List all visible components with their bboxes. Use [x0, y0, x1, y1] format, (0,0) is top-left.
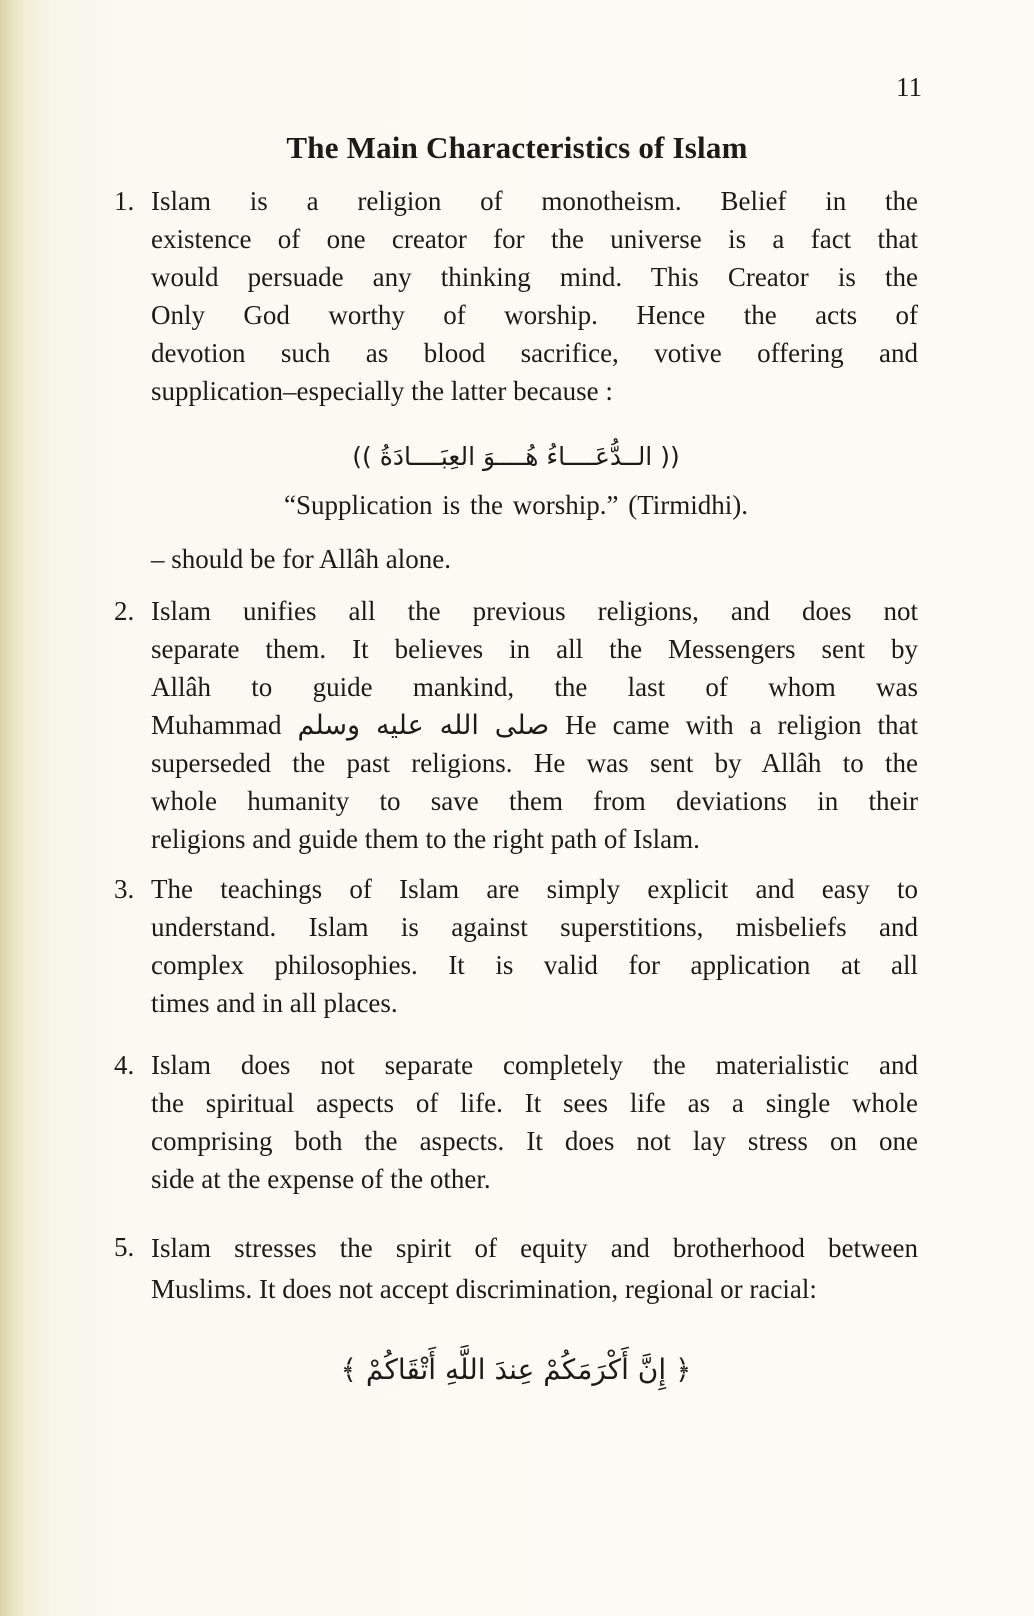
- quran-verse-arabic: ﴿ إِنَّ أَكْرَمَكُمْ عِندَ اللَّهِ أَتْقَاكُمْ ﴾: [340, 1353, 692, 1386]
- text-line: times and in all places.: [151, 988, 398, 1018]
- list-item-4: [114, 1046, 918, 1198]
- text-line: Islam does not separate completely the materialistic and: [151, 1050, 918, 1080]
- item-2-number: 2.: [114, 596, 135, 626]
- hadith-arabic-text: (( الــدُّعَــــاءُ هُــــوَ العِبَــــادَةُ )): [352, 442, 680, 471]
- page-content: [114, 182, 918, 1394]
- text-line: supplication–especially the latter because :: [151, 376, 613, 406]
- text-line: Allâh to guide mankind, the last of whom was: [151, 672, 918, 702]
- item-4-number: 4.: [114, 1050, 135, 1080]
- text-line: devotion such as blood sacrifice, votive offering and: [151, 338, 918, 368]
- item-4-text: [151, 1046, 918, 1198]
- text-line: Islam unifies all the previous religions, and does not: [151, 596, 918, 626]
- text-line: existence of one creator for the universe is a fact that: [151, 224, 918, 254]
- list-item-1: [114, 182, 918, 410]
- text-line: Muslims. It does not accept discrimination, regional or racial:: [151, 1274, 817, 1304]
- page-title: The Main Characteristics of Islam: [286, 130, 748, 165]
- text-line: whole humanity to save them from deviations in their: [151, 786, 918, 816]
- item-5-number: 5.: [114, 1232, 135, 1262]
- text-line: Muhammad صلى الله عليه وسلم He came with a religion that: [151, 710, 918, 740]
- text-line: The teachings of Islam are simply explicit and easy to: [151, 874, 918, 904]
- text-line: understand. Islam is against superstitions, misbeliefs and: [151, 912, 918, 942]
- item-2-text: [151, 592, 918, 858]
- text-line: side at the expense of the other.: [151, 1164, 491, 1194]
- text-line: superseded the past religions. He was sent by Allâh to the: [151, 748, 918, 778]
- item-1-number: 1.: [114, 186, 135, 216]
- list-item-5: [114, 1228, 918, 1310]
- text-line: the spiritual aspects of life. It sees life as a single whole: [151, 1088, 918, 1118]
- text-line: complex philosophies. It is valid for application at all: [151, 950, 918, 980]
- item-1-text: [151, 182, 918, 410]
- item-3-text: [151, 870, 918, 1022]
- hadith-note: – should be for Allâh alone.: [151, 544, 451, 574]
- text-line: Islam stresses the spirit of equity and brotherhood between: [151, 1233, 918, 1263]
- page-number: 11: [896, 72, 922, 102]
- text-line: would persuade any thinking mind. This Creator is the: [151, 262, 918, 292]
- text-line: religions and guide them to the right path of Islam.: [151, 824, 700, 854]
- list-item-3: [114, 870, 918, 1022]
- hadith-translation: “Supplication is the worship.” (Tirmidhi).: [284, 490, 748, 520]
- item-5-text: [151, 1228, 918, 1310]
- text-line: separate them. It believes in all the Messengers sent by: [151, 634, 918, 664]
- text-line: comprising both the aspects. It does not lay stress on one: [151, 1126, 918, 1156]
- text-line: Islam is a religion of monotheism. Belief in the: [151, 186, 918, 216]
- item-3-number: 3.: [114, 874, 135, 904]
- list-item-2: [114, 592, 918, 858]
- text-line: Only God worthy of worship. Hence the acts of: [151, 300, 918, 330]
